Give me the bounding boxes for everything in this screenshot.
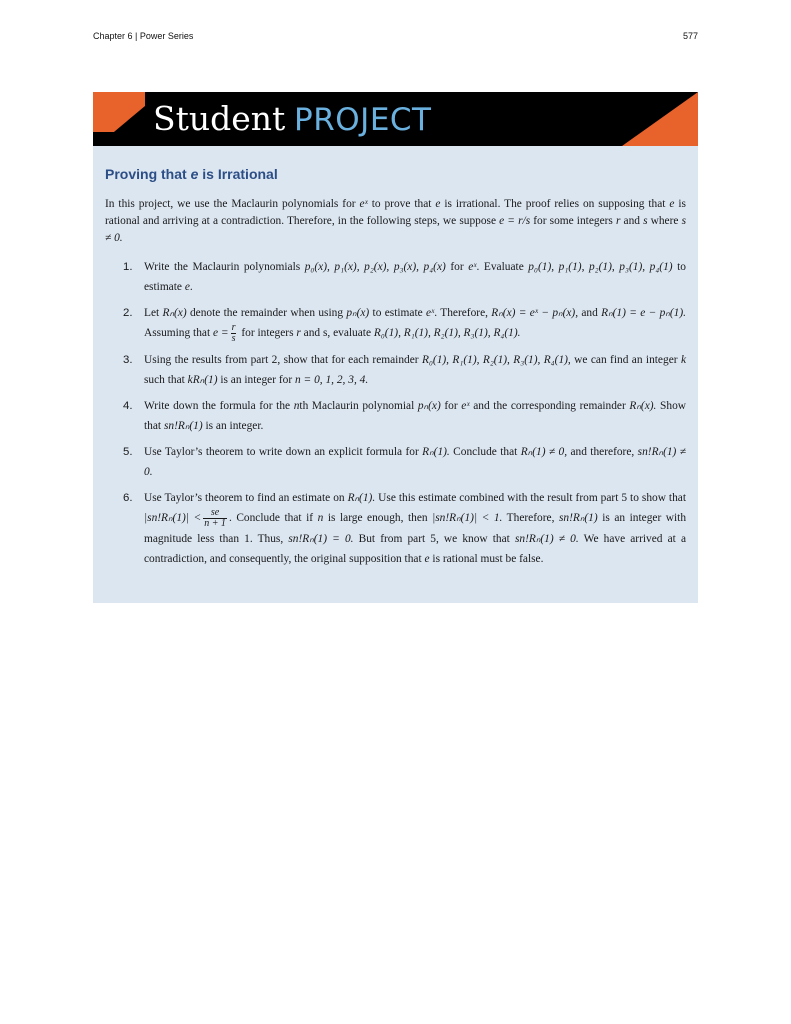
step-item: 5. Use Taylor’s theorem to write down an explicit formula for Rₙ(1). Conclude that Rₙ(1) ≠ 0, and therefore, sn!Rₙ(1) ≠ 0. xyxy=(105,442,686,482)
step-number: 3. xyxy=(123,354,133,366)
banner-word-project: PROJECT xyxy=(294,102,432,138)
running-header-chapter: Chapter 6 | Power Series xyxy=(93,31,194,41)
step-item: 6. Use Taylor’s theorem to find an estimate on Rₙ(1). Use this estimate combined with the result from part 5 to show that |sn!Rₙ(1)| < $\frac{se}{n + 1}$ . Conclude that if n is large enough, then |sn!Rₙ(1)| < 1. Therefore, sn!Rₙ(1) is an integer with magnitude less than 1. Thus, sn!Rₙ(1) = 0. But from part 5, we know that sn!Rₙ(1) ≠ 0. We have arrived at a contradiction, and consequently, the original supposition that e is rational must be false. xyxy=(105,488,686,569)
project-steps xyxy=(105,257,686,569)
banner-corner-accent-bottom-right xyxy=(622,92,698,146)
step-item: 1. Write the Maclaurin polynomials p₀(x), p₁(x), p₂(x), p₃(x), p₄(x) for eˣ. Evaluate p₀(1), p₁(1), p₂(1), p₃(1), p₄(1) to estimate e. xyxy=(105,257,686,297)
page-number: 577 xyxy=(682,31,698,41)
step-item: 4. Write down the formula for the nth Maclaurin polynomial pₙ(x) for eˣ and the corresponding remainder Rₙ(x). Show that sn!Rₙ(1) is an integer. xyxy=(105,396,686,436)
banner-corner-accent-top-left xyxy=(93,92,145,132)
banner-word-student: Student xyxy=(153,99,286,138)
student-project-banner xyxy=(93,92,698,146)
project-intro: In this project, we use the Maclaurin polynomials for eˣ to prove that e is irrational. The proof relies on supposing that e is rational and arriving at a contradiction. Therefore, in the following steps, we suppose e = r/s for some integers r and s where s ≠ 0. xyxy=(105,198,686,244)
step-number: 4. xyxy=(123,400,133,412)
step-number: 1. xyxy=(123,261,133,273)
step-number: 6. xyxy=(123,492,133,504)
banner-title xyxy=(153,98,432,141)
project-panel xyxy=(93,146,698,603)
step-number: 2. xyxy=(123,307,133,319)
project-title: Proving that e is Irrational xyxy=(105,166,278,182)
step-item: 3. Using the results from part 2, show that for each remainder R₀(1), R₁(1), R₂(1), R₃(1), R₄(1), we can find an integer k such that kRₙ(1) is an integer for n = 0, 1, 2, 3, 4. xyxy=(105,350,686,390)
step-item: 2. Let Rₙ(x) denote the remainder when using pₙ(x) to estimate eˣ. Therefore, Rₙ(x) = eˣ − pₙ(x), and Rₙ(1) = e − pₙ(1). Assuming that e = $\frac{r}{s}$ for integers r and s, evaluate R₀(1), R₁(1), R₂(1), R₃(1), R₄(1). xyxy=(105,303,686,344)
fraction-r-over-s: $\frac{r}{s}$ xyxy=(231,322,236,344)
fraction-se-over-n-plus-1: $\frac{se}{n + 1}$ xyxy=(204,507,226,529)
step-number: 5. xyxy=(123,446,133,458)
